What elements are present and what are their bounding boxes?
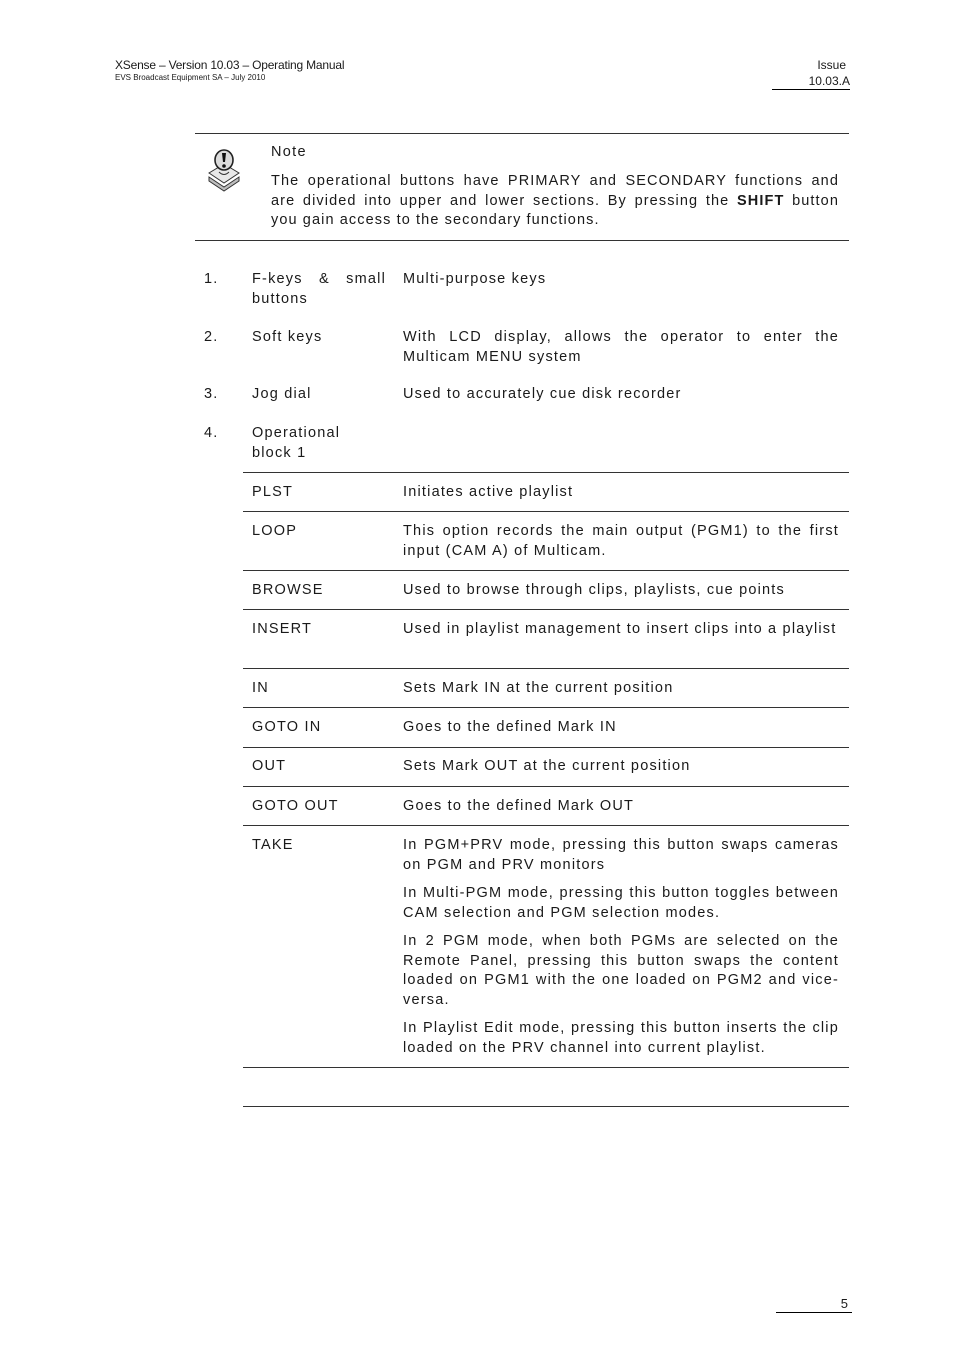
table-divider	[243, 472, 849, 473]
table-divider	[243, 747, 849, 748]
item-name: Operational block 1	[252, 425, 341, 461]
note-text	[271, 172, 839, 231]
button-name: PLST	[252, 484, 294, 500]
note-text-start: The operational buttons have PRIMARY and SECONDARY functions and are divided into upper and lower sections. By pressing the	[271, 173, 839, 209]
item-description: Used to accurately cue disk recorder	[403, 386, 682, 402]
item-number: 4.	[204, 425, 219, 441]
note-text-end: button you gain access to the secondary functions.	[271, 192, 839, 228]
table-divider	[243, 668, 849, 669]
note-title: Note	[271, 144, 307, 160]
description-paragraph: In 2 PGM mode, when both PGMs are selected on the Remote Panel, pressing this button swaps the content loaded on PGM1 with the one loaded on PGM2 and vice-versa.	[403, 933, 839, 1008]
button-name: GOTO OUT	[252, 798, 339, 814]
button-description: Used to browse through clips, playlists, cue points	[403, 582, 785, 598]
table-divider	[243, 1067, 849, 1068]
page-header	[115, 58, 344, 83]
button-name: GOTO IN	[252, 719, 322, 735]
issue-block	[772, 58, 850, 90]
table-divider	[243, 786, 849, 787]
button-description	[403, 836, 839, 1067]
button-description: Goes to the defined Mark OUT	[403, 798, 635, 814]
item-name: F-keys & small buttons	[252, 271, 386, 307]
table-divider	[243, 511, 849, 512]
button-name: INSERT	[252, 621, 313, 637]
button-name: BROWSE	[252, 582, 324, 598]
item-description: Multi-purpose keys	[403, 271, 547, 287]
page-number: 5	[776, 1296, 852, 1313]
document-title: XSense – Version 10.03 – Operating Manual	[115, 58, 345, 72]
item-number: 3.	[204, 386, 219, 402]
note-box	[195, 133, 849, 241]
document-subtitle: EVS Broadcast Equipment SA – July 2010	[115, 73, 266, 82]
description-paragraph: In Playlist Edit mode, pressing this button inserts the clip loaded on the PRV channel into current playlist.	[403, 1020, 839, 1056]
item-number: 1.	[204, 271, 219, 287]
item-name: Soft keys	[252, 329, 323, 345]
button-description: Initiates active playlist	[403, 484, 574, 500]
item-description: With LCD display, allows the operator to enter the Multicam MENU system	[403, 329, 839, 365]
note-text-bold: SHIFT	[737, 192, 785, 209]
button-description: Sets Mark OUT at the current position	[403, 758, 691, 774]
issue-version: 10.03.A	[772, 74, 850, 90]
table-divider	[243, 1106, 849, 1107]
table-divider	[243, 707, 849, 708]
table-divider	[243, 570, 849, 571]
button-description: This option records the main output (PGM1) to the first input (CAM A) of Multicam.	[403, 523, 839, 559]
item-name: Jog dial	[252, 386, 312, 402]
button-description: Goes to the defined Mark IN	[403, 719, 617, 735]
button-name: OUT	[252, 758, 287, 774]
button-description: Used in playlist management to insert clips into a playlist	[403, 621, 837, 637]
table-divider	[243, 609, 849, 610]
button-description: Sets Mark IN at the current position	[403, 680, 674, 696]
button-name: LOOP	[252, 523, 298, 539]
description-paragraph: In PGM+PRV mode, pressing this button swaps cameras on PGM and PRV monitors	[403, 837, 839, 873]
button-name: TAKE	[252, 837, 294, 853]
warning-note-icon	[207, 147, 241, 193]
issue-label: Issue	[817, 58, 846, 72]
item-number: 2.	[204, 329, 219, 345]
description-paragraph: In Multi-PGM mode, pressing this button toggles between CAM selection and PGM selection modes.	[403, 885, 839, 921]
table-divider	[243, 825, 849, 826]
button-name: IN	[252, 680, 269, 696]
